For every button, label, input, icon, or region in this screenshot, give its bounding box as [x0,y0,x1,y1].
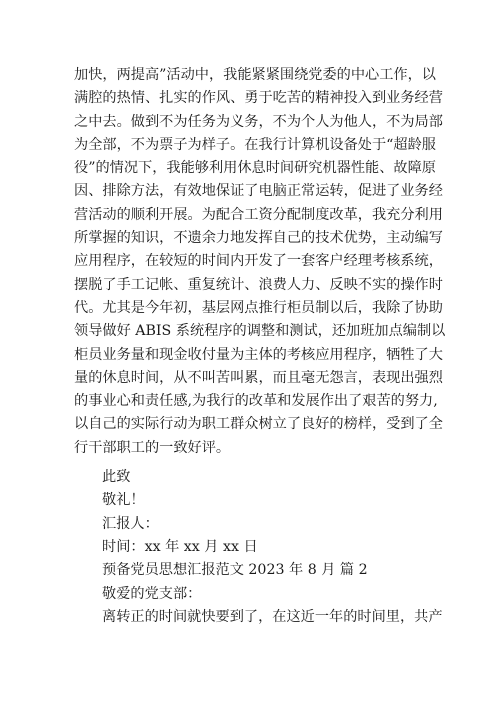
body-line: 所掌握的知识，不遗余力地发挥自己的技术优势，主动编写 [74,230,443,247]
body-line: 营活动的顺利开展。为配合工资分配制度改革，我充分利用 [74,206,443,223]
body-line: 量的休息时间，从不叫苦叫累，而且毫无怨言，表现出强烈 [74,369,443,386]
body-line: 应用程序，在较短的时间内开发了一套客户经理考核系统， [74,253,443,270]
closing-salutation: 此致 [102,469,131,486]
body-line: 为全部，不为票子为样子。在我行计算机设备处于“超龄服 [74,136,436,153]
body-line: 摆脱了手工记帐、重复统计、浪费人力、反映不实的操作时 [74,276,443,293]
body-line: 之中去。做到不为任务为义务，不为个人为他人，不为局部 [74,113,443,130]
body-line: 因、排除方法，有效地保证了电脑正常运转，促进了业务经 [74,183,443,200]
body-line: 领导做好 ABIS 系统程序的调整和测试，还加班加点编制以 [74,323,446,340]
body-line: 的事业心和责任感,为我行的改革和发展作出了艰苦的努力, [74,393,438,410]
body-line: 代。尤其是今年初，基层网点推行柜员制以后，我除了协助 [74,299,443,316]
reporter-label: 汇报人： [102,515,159,532]
next-article-title: 预备党员思想汇报范文 2023 年 8 月 篇 2 [102,562,368,579]
closing-respect: 敬礼！ [102,492,145,509]
body-line: 役”的情况下，我能够利用休息时间研究机器性能、故障原 [74,160,436,177]
report-date: 时间：xx 年 xx 月 xx 日 [102,538,258,555]
body-line: 柜员业务量和现金收付量为主体的考核应用程序，牺牲了大 [74,346,443,363]
body-line: 以自己的实际行动为职工群众树立了良好的榜样，受到了全 [74,416,443,433]
document-text [74,64,446,629]
body-line: 行干部职工的一致好评。 [74,439,231,456]
body-line: 加快，两提高”活动中，我能紧紧围绕党委的中心工作，以 [74,67,436,83]
next-article-greeting: 敬爱的党支部： [102,585,202,602]
body-line: 满腔的热情、扎实的作风、勇于吃苦的精神投入到业务经营 [74,90,443,107]
next-article-first-line: 离转正的时间就快要到了，在这近一年的时间里，共产 [102,608,443,625]
